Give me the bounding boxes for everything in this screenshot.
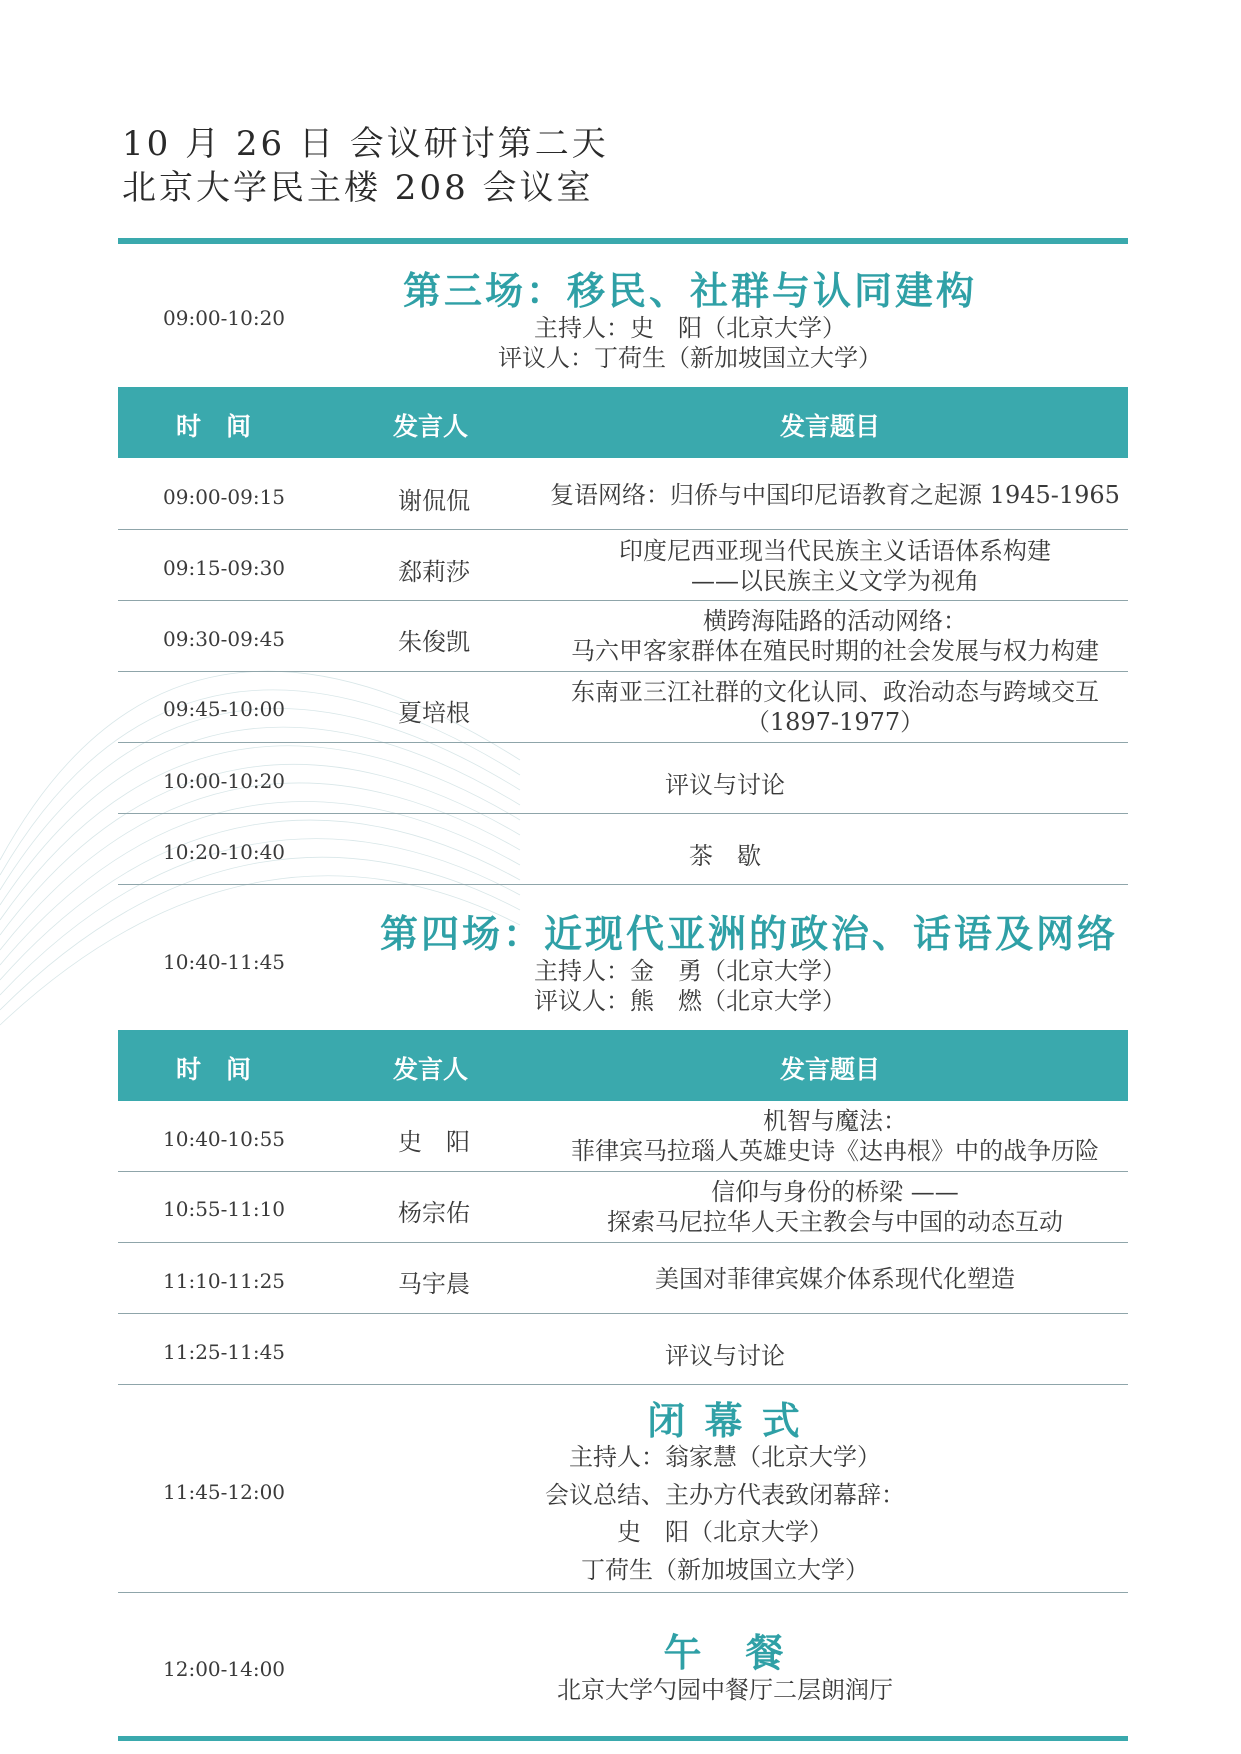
- session4-discussant: 评议人：熊 燃（北京大学）: [534, 987, 846, 1015]
- table-row-speaker: 郄莉莎: [398, 558, 470, 586]
- table-row-topic: 印度尼西亚现当代民族主义话语体系构建 ——以民族主义文学为视角: [619, 537, 1051, 595]
- closing-time: 11:45-12:00: [163, 1480, 286, 1504]
- session3-title: 第三场：移民、社群与认同建构: [402, 268, 977, 313]
- row-divider: [118, 813, 1128, 814]
- row-divider: [118, 600, 1128, 601]
- col-time-header: 时 间: [176, 412, 252, 441]
- row-divider: [118, 529, 1128, 530]
- lunch-time: 12:00-14:00: [163, 1657, 286, 1681]
- row-divider: [118, 1313, 1128, 1314]
- table-row-time: 09:15-09:30: [163, 556, 286, 580]
- break-label: 茶 歇: [689, 842, 761, 870]
- table-row-time: 10:40-10:55: [163, 1127, 286, 1151]
- closing-summary: 会议总结、主办方代表致闭幕辞：: [545, 1481, 905, 1509]
- row-divider: [118, 1384, 1128, 1385]
- table-row-speaker: 谢侃侃: [398, 487, 470, 515]
- col-time-header: 时 间: [176, 1055, 252, 1084]
- row-divider: [118, 742, 1128, 743]
- header-date: 10 月 26 日 会议研讨第二天: [122, 124, 609, 164]
- table-row-speaker: 杨宗佑: [398, 1199, 470, 1227]
- col-topic-header: 发言题目: [780, 1055, 881, 1084]
- table-header-session3: [118, 387, 1128, 458]
- row-divider: [118, 884, 1128, 885]
- table-row-topic: 信仰与身份的桥梁 —— 探索马尼拉华人天主教会与中国的动态互动: [607, 1178, 1063, 1236]
- discussion-label: 评议与讨论: [665, 1342, 785, 1370]
- col-topic-header: 发言题目: [780, 412, 881, 441]
- table-row-speaker: 史 阳: [398, 1128, 470, 1156]
- closing-speaker-2: 丁荷生（新加坡国立大学）: [581, 1556, 869, 1584]
- table-row-topic: 复语网络：归侨与中国印尼语教育之起源 1945-1965: [550, 481, 1120, 509]
- session3-discussant: 评议人：丁荷生（新加坡国立大学）: [498, 344, 882, 372]
- header-venue: 北京大学民主楼 208 会议室: [122, 168, 594, 208]
- table-row-speaker: 朱俊凯: [398, 628, 470, 656]
- break-time: 10:20-10:40: [163, 840, 286, 864]
- session3-host: 主持人：史 阳（北京大学）: [534, 314, 846, 342]
- table-row-time: 11:10-11:25: [163, 1269, 286, 1293]
- top-rule: [118, 238, 1128, 244]
- row-divider: [118, 671, 1128, 672]
- col-speaker-header: 发言人: [393, 1055, 469, 1084]
- lunch-title: 午 餐: [663, 1630, 787, 1675]
- table-row-topic: 机智与魔法： 菲律宾马拉瑙人英雄史诗《达冉根》中的战争历险: [571, 1107, 1099, 1165]
- closing-title: 闭 幕 式: [647, 1398, 803, 1443]
- table-row-topic: 横跨海陆路的活动网络： 马六甲客家群体在殖民时期的社会发展与权力构建: [571, 607, 1099, 665]
- table-row-speaker: 夏培根: [398, 699, 470, 727]
- session4-host: 主持人：金 勇（北京大学）: [534, 957, 846, 985]
- table-row-time: 09:45-10:00: [163, 697, 286, 721]
- row-divider: [118, 1592, 1128, 1593]
- row-divider: [118, 1171, 1128, 1172]
- discussion-label: 评议与讨论: [665, 771, 785, 799]
- table-row-time: 09:30-09:45: [163, 627, 286, 651]
- row-divider: [118, 1242, 1128, 1243]
- table-header-session4: [118, 1030, 1128, 1101]
- session3-time: 09:00-10:20: [163, 306, 286, 330]
- session4-title: 第四场：近现代亚洲的政治、话语及网络: [380, 911, 1119, 956]
- table-row-time: 10:55-11:10: [163, 1197, 286, 1221]
- table-row-topic: 东南亚三江社群的文化认同、政治动态与跨域交互 （1897-1977）: [571, 678, 1099, 736]
- session4-time: 10:40-11:45: [163, 950, 286, 974]
- lunch-venue: 北京大学勺园中餐厅二层朗润厅: [557, 1676, 893, 1704]
- closing-host: 主持人：翁家慧（北京大学）: [569, 1443, 881, 1471]
- discussion-time: 10:00-10:20: [163, 769, 286, 793]
- table-row-speaker: 马宇晨: [398, 1270, 470, 1298]
- col-speaker-header: 发言人: [393, 412, 469, 441]
- bottom-rule: [118, 1736, 1128, 1741]
- closing-speaker-1: 史 阳（北京大学）: [617, 1518, 833, 1546]
- table-row-time: 09:00-09:15: [163, 485, 286, 509]
- discussion-time: 11:25-11:45: [163, 1340, 286, 1364]
- table-row-topic: 美国对菲律宾媒介体系现代化塑造: [655, 1265, 1015, 1293]
